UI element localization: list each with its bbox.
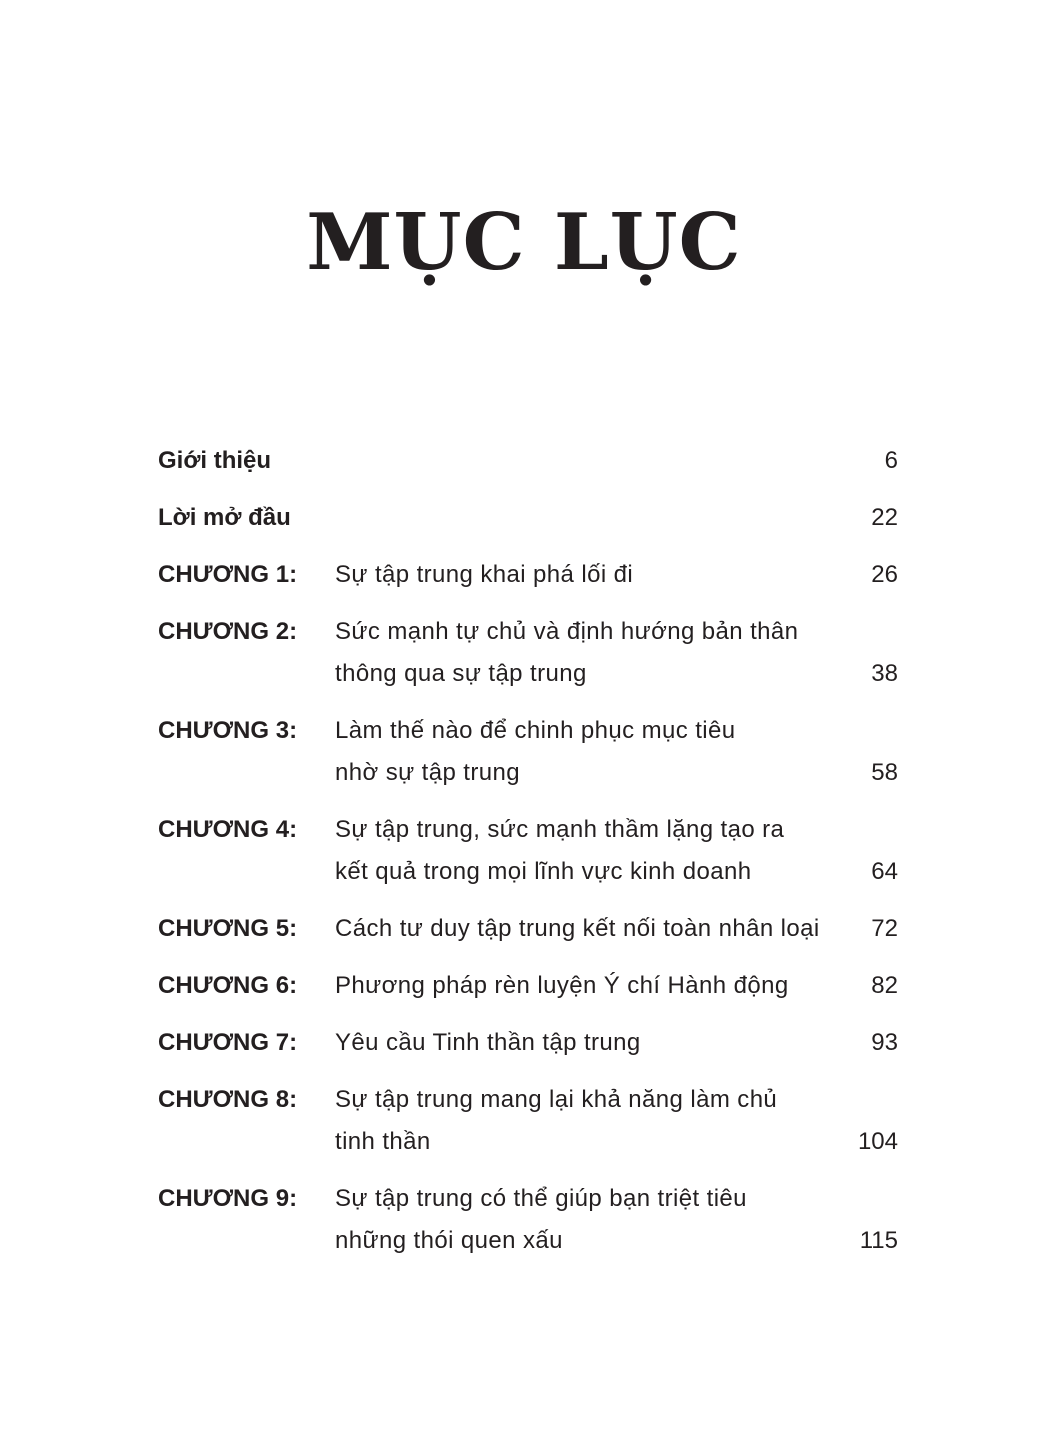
table-of-contents [158, 440, 898, 1277]
chapter-title-line: kết quả trong mọi lĩnh vực kinh doanh [335, 858, 752, 885]
toc-entry-chapter-9[interactable] [158, 1178, 898, 1262]
chapter-title [335, 1022, 838, 1064]
toc-entry-chapter-5[interactable] [158, 908, 898, 950]
toc-page-number: 104 [857, 1128, 898, 1155]
toc-entry-chapter-8[interactable] [158, 1079, 898, 1163]
toc-entry-label: Lời mở đầu [158, 504, 291, 531]
chapter-title [335, 809, 838, 893]
chapter-title [335, 908, 838, 950]
chapter-title [335, 1178, 838, 1262]
chapter-title-line: Sự tập trung, sức mạnh thầm lặng tạo ra [335, 816, 785, 843]
chapter-title-line: Phương pháp rèn luyện Ý chí Hành động [335, 972, 789, 999]
chapter-label: CHƯƠNG 2: [158, 618, 298, 645]
chapter-title [335, 965, 838, 1007]
chapter-title-line: nhờ sự tập trung [335, 759, 520, 786]
chapter-label: CHƯƠNG 7: [158, 1029, 298, 1056]
chapter-title [335, 710, 838, 794]
chapter-title [335, 611, 838, 695]
toc-entry-label: Giới thiệu [158, 447, 272, 474]
chapter-label: CHƯƠNG 8: [158, 1086, 298, 1113]
toc-page-number: 6 [884, 447, 898, 474]
chapter-label: CHƯƠNG 9: [158, 1185, 298, 1212]
page-title: MỤC LỤC [306, 197, 742, 288]
chapter-title-line: Sự tập trung mang lại khả năng làm chủ [335, 1086, 778, 1113]
chapter-title-line: Sự tập trung khai phá lối đi [335, 561, 634, 588]
toc-page-number: 115 [859, 1227, 898, 1254]
chapter-title-line: tinh thần [335, 1128, 431, 1155]
toc-page-number: 93 [871, 1029, 898, 1056]
toc-page-number: 64 [871, 858, 898, 885]
chapter-label: CHƯƠNG 5: [158, 915, 298, 942]
toc-entry-chapter-1[interactable] [158, 554, 898, 596]
toc-entry-chapter-6[interactable] [158, 965, 898, 1007]
chapter-title-line: những thói quen xấu [335, 1227, 563, 1254]
chapter-title-line: Làm thế nào để chinh phục mục tiêu [335, 717, 736, 744]
chapter-title [335, 554, 838, 596]
chapter-title [335, 1079, 838, 1163]
toc-page-number: 82 [871, 972, 898, 999]
chapter-title-line: Yêu cầu Tinh thần tập trung [335, 1029, 641, 1056]
toc-entry-chapter-3[interactable] [158, 710, 898, 794]
toc-entry-introduction[interactable] [158, 440, 898, 482]
chapter-label: CHƯƠNG 1: [158, 561, 298, 588]
toc-page-number: 58 [871, 759, 898, 786]
chapter-title-line: thông qua sự tập trung [335, 660, 587, 687]
chapter-title-line: Sự tập trung có thể giúp bạn triệt tiêu [335, 1185, 747, 1212]
chapter-label: CHƯƠNG 3: [158, 717, 298, 744]
toc-entry-chapter-2[interactable] [158, 611, 898, 695]
chapter-title-line: Sức mạnh tự chủ và định hướng bản thân [335, 618, 799, 645]
toc-page-number: 26 [871, 561, 898, 588]
toc-entry-chapter-7[interactable] [158, 1022, 898, 1064]
chapter-title-line: Cách tư duy tập trung kết nối toàn nhân loại [335, 915, 820, 942]
toc-page-number: 72 [871, 915, 898, 942]
toc-page-number: 22 [871, 504, 898, 531]
chapter-label: CHƯƠNG 4: [158, 816, 298, 843]
toc-entry-chapter-4[interactable] [158, 809, 898, 893]
chapter-label: CHƯƠNG 6: [158, 972, 298, 999]
toc-entry-preface[interactable] [158, 497, 898, 539]
toc-page-number: 38 [871, 660, 898, 687]
